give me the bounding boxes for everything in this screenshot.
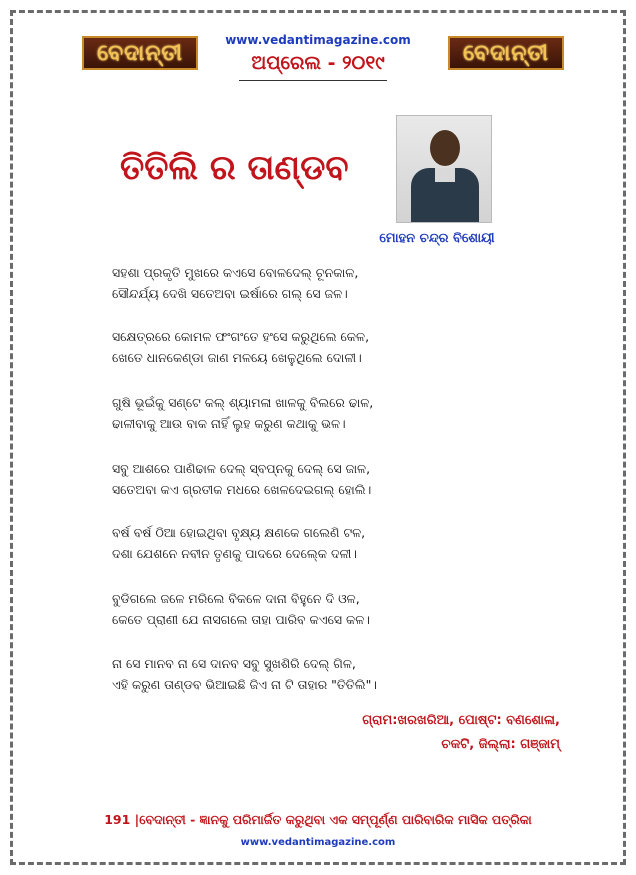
vedanti-logo-right: ବେଦାନ୍ତୀ <box>448 36 564 70</box>
stanza-5 <box>112 522 572 564</box>
stanza-3 <box>112 392 572 434</box>
poem-line: ସତେଅବା କଏ ଗ୍ରତୀକ ମଧରେ ଖେଳଦେଇଗଲ୍ ହୋଲି। <box>112 482 372 497</box>
stanza-6 <box>112 588 572 630</box>
poem-line: ଢାଳୀବାକୁ ଆଉ ବାକ ନାହିଁ ଲୁହ କରୁଣ କଥାକୁ ଭଳ। <box>112 416 346 431</box>
stanza-1 <box>112 262 572 304</box>
poem-line: ସକ୍ଷେତ୍ରରେ କୋମଳ ଫଂଗଂତେ ହଂସେ କରୁଥିଲେ କେଳ, <box>112 329 370 344</box>
address-line-district: ଚକଟି, ଜିଲ୍ଲା: ଗଞ୍ଜାମ୍ <box>441 737 560 752</box>
address-line-village: ଗ୍ରାମ:ଖରଖରିଆ, ପୋଷ୍ଟ: ବଣଶୋଳା, <box>362 713 560 728</box>
footer-url-link[interactable]: www.vedantimagazine.com <box>240 837 396 848</box>
author-name: ମୋହନ ଚନ୍ଦ୍ର ବିଶୋୟୀ <box>379 231 495 246</box>
site-url-link[interactable]: www.vedantimagazine.com <box>225 33 411 47</box>
poem-line: ଖେତେ ଧାନକେଣ୍ଡା ଜାଣ ମଳୟେ ଖେଳୁଥିଲେ ଦୋଳୀ। <box>112 350 362 365</box>
poem-line: ଗୁଷି ଭୂଇଁକୁ ସଣ୍ଟେ କଲ୍ ଶ୍ୟାମଳା ଖାଳକୁ ବିଲରେ ଢାଳ, <box>112 395 374 410</box>
poem-line: ସହଶା ପ୍ରକୃତି ମୁଖରେ କଏସେ ବୋଳଦେଲ୍ ଚୂନକାଳ, <box>112 265 359 280</box>
issue-date: ଅପ୍ରେଲ - ୨୦୧୯ <box>251 52 385 74</box>
poem-line: ଏହି କରୁଣ ତାଣ୍ଡବ ଭିଆଇଛି ଜିଏ ନା ଟି ତାହାର "ତିତିଲି"। <box>112 677 377 692</box>
author-photo <box>396 115 492 223</box>
stanza-7 <box>112 653 572 695</box>
poem-line: ଦଶା ଯେଶନେ ନବୀନ ତୃଣକୁ ପାଦରେ ଦେଲ୍‍କେ ଦଳୀ। <box>112 546 357 561</box>
poem-line: ବର୍ଷ ବର୍ଷ ଠିଆ ହୋଇଥିବା ବୃକ୍ଷ୍ୟ କ୍ଷଣକେ ଗଲେଣି ଟଳ, <box>112 525 366 540</box>
poem-line: ସୌନ୍ଦର୍ଯ୍ୟ ଦେଖି ସତେଅବା ଇର୍ଷାରେ ଗଲ୍ ସେ ଜଳ। <box>112 286 348 301</box>
poem-line: ବୁଡିଗଲେ ଜଳେ ମରିଲେ ବିକଳେ ଦାନା ବିହୁନେ ଦି ଓଳ, <box>112 591 360 606</box>
issue-date-underline <box>239 80 387 81</box>
footer-tagline: 191 |ବେଦାନ୍ତୀ - ଜ୍ଞାନକୁ ପରିମାର୍ଜିତ କରୁଥିବା ଏକ ସମ୍ପୂର୍ଣ୍ଣ ପାରିବାରିକ ମାସିକ ପତ୍ରିକା <box>104 812 532 827</box>
poem-line: କେତେ ପ୍ରାଣୀ ଯେ ନାସଗଲେ ତାହା ପାରିବ କଏସେ କଳ। <box>112 612 370 627</box>
stanza-4 <box>112 458 572 500</box>
author-address <box>300 709 560 757</box>
poem-title: ତିତିଲି ର ତାଣ୍ଡବ <box>120 148 349 188</box>
author-photo-head <box>430 130 460 166</box>
poem-line: ସବୁ ଆଶରେ ପାଣିଢାଳ ଦେଲ୍ ସ୍ବପ୍ନକୁ ଦେଲ୍ ସେ ଜାଳ, <box>112 461 371 476</box>
poem-line: ନା ସେ ମାନବ ନା ସେ ଦାନବ ସବୁ ସୁଖଶିରି ଦେଲ୍ ଗିଳ, <box>112 656 356 671</box>
stanza-2 <box>112 326 572 368</box>
vedanti-logo-left: ବେଦାନ୍ତୀ <box>82 36 198 70</box>
author-photo-collar <box>435 168 455 182</box>
